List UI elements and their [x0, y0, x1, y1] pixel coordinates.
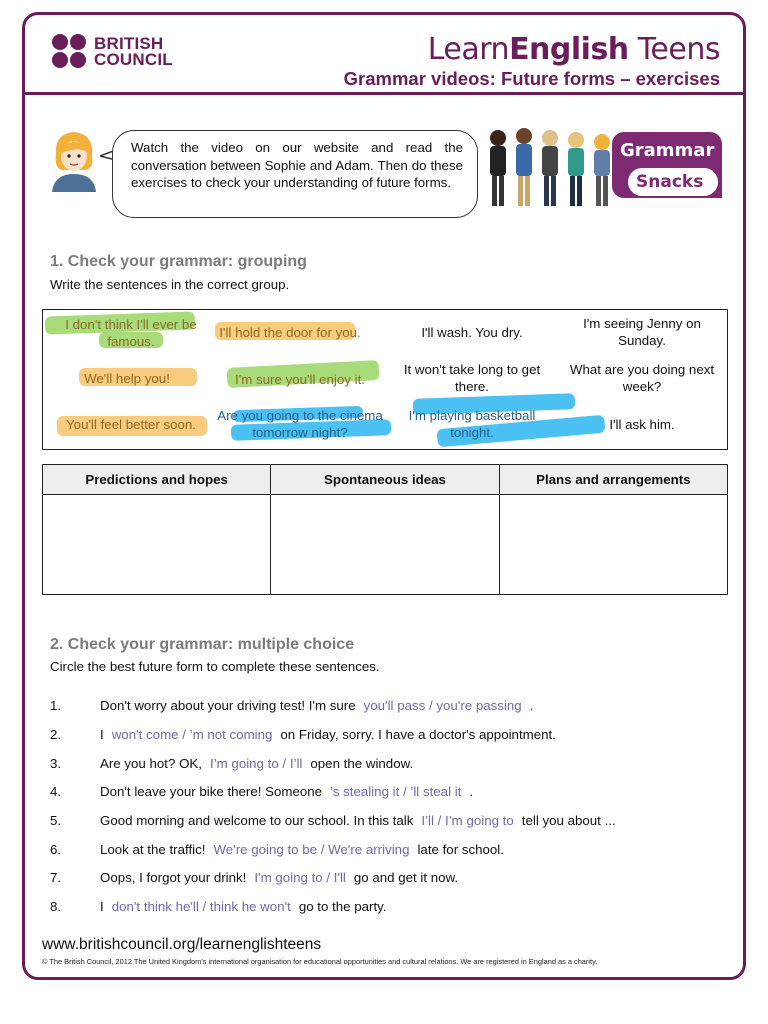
answer-options[interactable]: ’s stealing it / ’ll steal it [330, 784, 462, 799]
logo-line2: COUNCIL [94, 50, 173, 69]
british-council-dots-icon [52, 34, 88, 70]
column-header-predictions: Predictions and hopes [43, 465, 271, 495]
column-header-spontaneous: Spontaneous ideas [271, 465, 499, 495]
answer-options[interactable]: I'm going to / I'll [254, 870, 346, 885]
answer-options[interactable]: We're going to be / We're arriving [213, 842, 410, 857]
sentence-card[interactable]: I'm seeing Jenny on Sunday. [583, 316, 701, 348]
sentence-card[interactable]: I'm playing basketball tonight. [408, 408, 536, 440]
answer-cell-plans[interactable] [499, 495, 727, 595]
sentence-bank [42, 309, 728, 450]
logo-line1: BRITISH [94, 34, 164, 53]
answer-options[interactable]: won't come / ’m not coming [111, 727, 273, 742]
header-divider [22, 92, 746, 95]
grouping-table [42, 464, 728, 595]
learnenglish-teens-brand: LearnEnglish Teens [427, 32, 720, 67]
sentence-card[interactable]: You'll feel better soon. [66, 417, 196, 432]
section1-title: 1. Check your grammar: grouping [50, 253, 307, 270]
answer-options[interactable]: don't think he'll / think he won't [111, 899, 291, 914]
answer-options[interactable]: you'll pass / you're passing [363, 698, 522, 713]
sentence-card[interactable]: I don't think I'll ever be famous. [65, 317, 197, 349]
snacks-cloud: Snacks [626, 166, 720, 198]
column-header-plans: Plans and arrangements [499, 465, 727, 495]
sentence-card[interactable]: I'll ask him. [609, 417, 675, 432]
sentence-card[interactable]: I'm sure you'll enjoy it. [235, 372, 365, 387]
answer-options[interactable]: I’ll / I’m going to [421, 813, 514, 828]
sentence-card[interactable]: What are you doing next week? [569, 362, 715, 394]
sentence-card[interactable]: It won't take long to get there. [403, 362, 541, 394]
sentence-card[interactable]: I'll hold the door for you. [219, 325, 361, 340]
intro-speech-bubble: Watch the video on our website and read the conversation between Sophie and Adam. Then do these exercises to check your understanding of future forms. [112, 130, 478, 218]
section1-instruction: Write the sentences in the correct group. [50, 277, 290, 292]
section2-title: 2. Check your grammar: multiple choice [50, 636, 355, 653]
sentence-card[interactable]: Are you going to the cinema tomorrow night? [217, 408, 383, 440]
grammar-snacks-badge: Grammar [612, 132, 722, 198]
answer-cell-predictions[interactable] [43, 495, 271, 595]
section2-instruction: Circle the best future form to complete these sentences. [50, 659, 380, 674]
footer-url-link[interactable]: www.britishcouncil.org/learnenglishteens [42, 936, 322, 953]
answer-options[interactable]: I’m going to / I’ll [210, 756, 303, 771]
teen-characters-illustration [484, 124, 624, 212]
sentence-card[interactable]: We'll help you! [84, 371, 170, 386]
page-title: Grammar videos: Future forms – exercises [343, 68, 720, 89]
answer-cell-spontaneous[interactable] [271, 495, 499, 595]
british-council-logo [52, 34, 173, 70]
sentence-card[interactable]: I'll wash. You dry. [421, 325, 523, 340]
sophie-avatar-icon [46, 128, 102, 192]
footer-legal-text: © The British Council, 2012 The United Kingdom’s international organisation for educational opportunities and cultural relations. We are registered in England as a charity. [42, 957, 598, 966]
